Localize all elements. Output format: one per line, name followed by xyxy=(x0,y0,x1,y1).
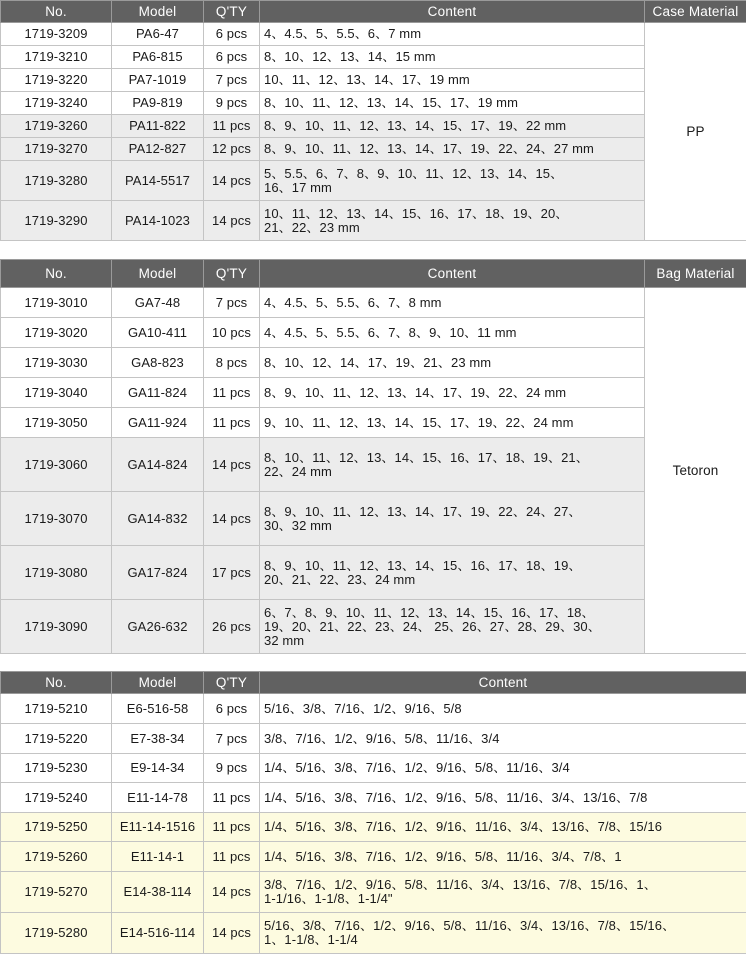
header-no: No. xyxy=(1,260,112,288)
header-qty: Q'TY xyxy=(204,260,260,288)
cell-model: E11-14-78 xyxy=(112,783,204,813)
case-set-table xyxy=(0,0,746,241)
cell-no: 1719-3240 xyxy=(1,92,112,115)
table-row xyxy=(1,138,746,161)
cell-model: GA10-411 xyxy=(112,318,204,348)
cell-no: 1719-3040 xyxy=(1,378,112,408)
header-model: Model xyxy=(112,1,204,23)
cell-qty: 6 pcs xyxy=(204,23,260,46)
cell-no: 1719-3209 xyxy=(1,23,112,46)
cell-content xyxy=(260,115,645,138)
content-line: 1/4、5/16、3/8、7/16、1/2、9/16、5/8、11/16、3/4 xyxy=(264,760,570,775)
cell-qty: 11 pcs xyxy=(204,813,260,842)
cell-content xyxy=(260,872,746,913)
table-row xyxy=(1,694,746,724)
inch-set-table xyxy=(0,671,746,954)
cell-no: 1719-3280 xyxy=(1,161,112,201)
content-line: 10、11、12、13、14、15、16、17、18、19、20、 xyxy=(264,205,569,221)
cell-model: PA14-1023 xyxy=(112,201,204,241)
cell-no: 1719-5280 xyxy=(1,913,112,954)
table-row xyxy=(1,46,746,69)
cell-no: 1719-5230 xyxy=(1,754,112,783)
cell-no: 1719-5240 xyxy=(1,783,112,813)
cell-content xyxy=(260,783,746,813)
cell-content xyxy=(260,348,645,378)
content-line: 1、1-1/8、1-1/4 xyxy=(264,932,358,947)
cell-qty: 17 pcs xyxy=(204,546,260,600)
cell-qty: 7 pcs xyxy=(204,724,260,754)
content-line: 1/4、5/16、3/8、7/16、1/2、9/16、11/16、3/4、13/16、7/8、15/16 xyxy=(264,819,663,834)
cell-qty: 12 pcs xyxy=(204,138,260,161)
cell-no: 1719-5260 xyxy=(1,842,112,872)
cell-content xyxy=(260,754,746,783)
table-row xyxy=(1,92,746,115)
table-row xyxy=(1,754,746,783)
cell-no: 1719-3220 xyxy=(1,69,112,92)
cell-model: GA14-832 xyxy=(112,492,204,546)
cell-qty: 6 pcs xyxy=(204,694,260,724)
table-row xyxy=(1,842,746,872)
content-line: 30、32 mm xyxy=(264,517,332,533)
table-row xyxy=(1,546,746,600)
table-row xyxy=(1,724,746,754)
table-row xyxy=(1,318,746,348)
cell-model: E9-14-34 xyxy=(112,754,204,783)
cell-no: 1719-3090 xyxy=(1,600,112,654)
content-line: 8、9、10、11、12、13、14、15、16、17、18、19、 xyxy=(264,557,582,573)
table-row xyxy=(1,348,746,378)
cell-no: 1719-3080 xyxy=(1,546,112,600)
cell-qty: 11 pcs xyxy=(204,842,260,872)
content-line: 4、4.5、5、5.5、6、7 mm xyxy=(264,26,422,41)
cell-content xyxy=(260,913,746,954)
cell-qty: 9 pcs xyxy=(204,92,260,115)
content-line: 3/8、7/16、1/2、9/16、5/8、11/16、3/4 xyxy=(264,730,500,746)
table-header-row xyxy=(1,672,746,694)
content-line: 4、4.5、5、5.5、6、7、8、9、10、11 mm xyxy=(264,324,517,340)
table-row xyxy=(1,408,746,438)
cell-content xyxy=(260,69,645,92)
cell-model: PA14-5517 xyxy=(112,161,204,201)
cell-model: PA6-47 xyxy=(112,23,204,46)
cell-qty: 14 pcs xyxy=(204,201,260,241)
content-line: 1/4、5/16、3/8、7/16、1/2、9/16、5/8、11/16、3/4、13/16、7/8 xyxy=(264,789,648,805)
cell-no: 1719-3030 xyxy=(1,348,112,378)
cell-model: PA7-1019 xyxy=(112,69,204,92)
table-row xyxy=(1,23,746,46)
cell-model: GA14-824 xyxy=(112,438,204,492)
cell-no: 1719-3050 xyxy=(1,408,112,438)
header-qty: Q'TY xyxy=(204,1,260,23)
header-content: Content xyxy=(260,260,645,288)
cell-content xyxy=(260,492,645,546)
table-row xyxy=(1,872,746,913)
content-line: 8、9、10、11、12、13、14、15、17、19、22 mm xyxy=(264,118,567,133)
content-line: 6、7、8、9、10、11、12、13、14、15、16、17、18、 xyxy=(264,604,595,620)
cell-model: PA11-822 xyxy=(112,115,204,138)
cell-qty: 7 pcs xyxy=(204,288,260,318)
header-qty: Q'TY xyxy=(204,672,260,694)
cell-content xyxy=(260,408,645,438)
header-no: No. xyxy=(1,1,112,23)
cell-qty: 11 pcs xyxy=(204,115,260,138)
cell-content xyxy=(260,724,746,754)
cell-qty: 14 pcs xyxy=(204,913,260,954)
content-line: 32 mm xyxy=(264,632,305,648)
cell-qty: 6 pcs xyxy=(204,46,260,69)
content-line: 9、10、11、12、13、14、15、17、19、22、24 mm xyxy=(264,414,574,430)
table-row xyxy=(1,201,746,241)
cell-content xyxy=(260,161,645,201)
cell-qty: 14 pcs xyxy=(204,161,260,201)
content-line: 5/16、3/8、7/16、1/2、9/16、5/8 xyxy=(264,700,462,716)
content-line: 8、10、12、14、17、19、21、23 mm xyxy=(264,354,492,370)
content-line: 5、5.5、6、7、8、9、10、11、12、13、14、15、 xyxy=(264,165,564,181)
cell-model: E6-516-58 xyxy=(112,694,204,724)
cell-content xyxy=(260,92,645,115)
cell-model: GA17-824 xyxy=(112,546,204,600)
content-line: 1-1/16、1-1/8、1-1/4" xyxy=(264,891,393,906)
cell-model: E11-14-1516 xyxy=(112,813,204,842)
cell-model: PA12-827 xyxy=(112,138,204,161)
cell-content xyxy=(260,842,746,872)
cell-qty: 11 pcs xyxy=(204,408,260,438)
cell-no: 1719-5250 xyxy=(1,813,112,842)
cell-model: PA6-815 xyxy=(112,46,204,69)
table-row xyxy=(1,161,746,201)
cell-qty: 26 pcs xyxy=(204,600,260,654)
content-line: 8、10、11、12、13、14、15、16、17、18、19、21、 xyxy=(264,449,589,465)
cell-qty: 14 pcs xyxy=(204,872,260,913)
cell-no: 1719-3020 xyxy=(1,318,112,348)
content-line: 8、9、10、11、12、13、14、17、19、22、24 mm xyxy=(264,384,567,400)
cell-content xyxy=(260,201,645,241)
cell-qty: 14 pcs xyxy=(204,492,260,546)
cell-model: E14-38-114 xyxy=(112,872,204,913)
header-no: No. xyxy=(1,672,112,694)
cell-qty: 8 pcs xyxy=(204,348,260,378)
cell-model: PA9-819 xyxy=(112,92,204,115)
cell-content xyxy=(260,438,645,492)
cell-no: 1719-3270 xyxy=(1,138,112,161)
bag-set-table xyxy=(0,259,746,654)
cell-no: 1719-3070 xyxy=(1,492,112,546)
cell-content xyxy=(260,546,645,600)
content-line: 8、10、12、13、14、15 mm xyxy=(264,49,436,64)
bag-material-value: Tetoron xyxy=(645,288,746,654)
cell-model: E14-516-114 xyxy=(112,913,204,954)
cell-content xyxy=(260,318,645,348)
table-row xyxy=(1,783,746,813)
header-bag-material: Bag Material xyxy=(645,260,746,288)
cell-content xyxy=(260,600,645,654)
cell-qty: 7 pcs xyxy=(204,69,260,92)
header-model: Model xyxy=(112,672,204,694)
cell-model: GA7-48 xyxy=(112,288,204,318)
cell-qty: 9 pcs xyxy=(204,754,260,783)
table-row xyxy=(1,813,746,842)
content-line: 8、9、10、11、12、13、14、17、19、22、24、27 mm xyxy=(264,141,594,156)
table-row xyxy=(1,600,746,654)
cell-content xyxy=(260,46,645,69)
table-row xyxy=(1,492,746,546)
cell-qty: 10 pcs xyxy=(204,318,260,348)
cell-content xyxy=(260,23,645,46)
content-line: 8、9、10、11、12、13、14、17、19、22、24、27、 xyxy=(264,503,582,519)
cell-qty: 11 pcs xyxy=(204,783,260,813)
content-line: 21、22、23 mm xyxy=(264,219,360,235)
cell-model: E7-38-34 xyxy=(112,724,204,754)
cell-content xyxy=(260,138,645,161)
content-line: 4、4.5、5、5.5、6、7、8 mm xyxy=(264,294,442,310)
table-row xyxy=(1,438,746,492)
table-header-row xyxy=(1,1,746,23)
content-line: 1/4、5/16、3/8、7/16、1/2、9/16、5/8、11/16、3/4、7/8、1 xyxy=(264,848,622,864)
cell-no: 1719-5270 xyxy=(1,872,112,913)
content-line: 8、10、11、12、13、14、15、17、19 mm xyxy=(264,95,519,110)
cell-qty: 14 pcs xyxy=(204,438,260,492)
table-row xyxy=(1,913,746,954)
header-content: Content xyxy=(260,1,645,23)
table-row xyxy=(1,288,746,318)
cell-content xyxy=(260,813,746,842)
table-row xyxy=(1,69,746,92)
cell-model: E11-14-1 xyxy=(112,842,204,872)
cell-model: GA26-632 xyxy=(112,600,204,654)
table-row xyxy=(1,115,746,138)
cell-no: 1719-3210 xyxy=(1,46,112,69)
cell-no: 1719-3290 xyxy=(1,201,112,241)
cell-no: 1719-3260 xyxy=(1,115,112,138)
case-material-value: PP xyxy=(645,23,746,241)
cell-no: 1719-5220 xyxy=(1,724,112,754)
cell-content xyxy=(260,694,746,724)
content-line: 3/8、7/16、1/2、9/16、5/8、11/16、3/4、13/16、7/8、15/16、1、 xyxy=(264,877,657,892)
content-line: 5/16、3/8、7/16、1/2、9/16、5/8、11/16、3/4、13/16、7/8、15/16、 xyxy=(264,918,676,933)
cell-qty: 11 pcs xyxy=(204,378,260,408)
content-line: 16、17 mm xyxy=(264,179,332,195)
header-content: Content xyxy=(260,672,746,694)
cell-model: GA11-924 xyxy=(112,408,204,438)
content-line: 22、24 mm xyxy=(264,463,332,479)
cell-no: 1719-3060 xyxy=(1,438,112,492)
content-line: 19、20、21、22、23、24、 25、26、27、28、29、30、 xyxy=(264,618,601,634)
cell-model: GA11-824 xyxy=(112,378,204,408)
cell-no: 1719-3010 xyxy=(1,288,112,318)
cell-no: 1719-5210 xyxy=(1,694,112,724)
cell-content xyxy=(260,288,645,318)
cell-content xyxy=(260,378,645,408)
header-case-material: Case Material xyxy=(645,1,746,23)
table-row xyxy=(1,378,746,408)
header-model: Model xyxy=(112,260,204,288)
table-header-row xyxy=(1,260,746,288)
content-line: 10、11、12、13、14、17、19 mm xyxy=(264,72,470,87)
content-line: 20、21、22、23、24 mm xyxy=(264,571,416,587)
cell-model: GA8-823 xyxy=(112,348,204,378)
